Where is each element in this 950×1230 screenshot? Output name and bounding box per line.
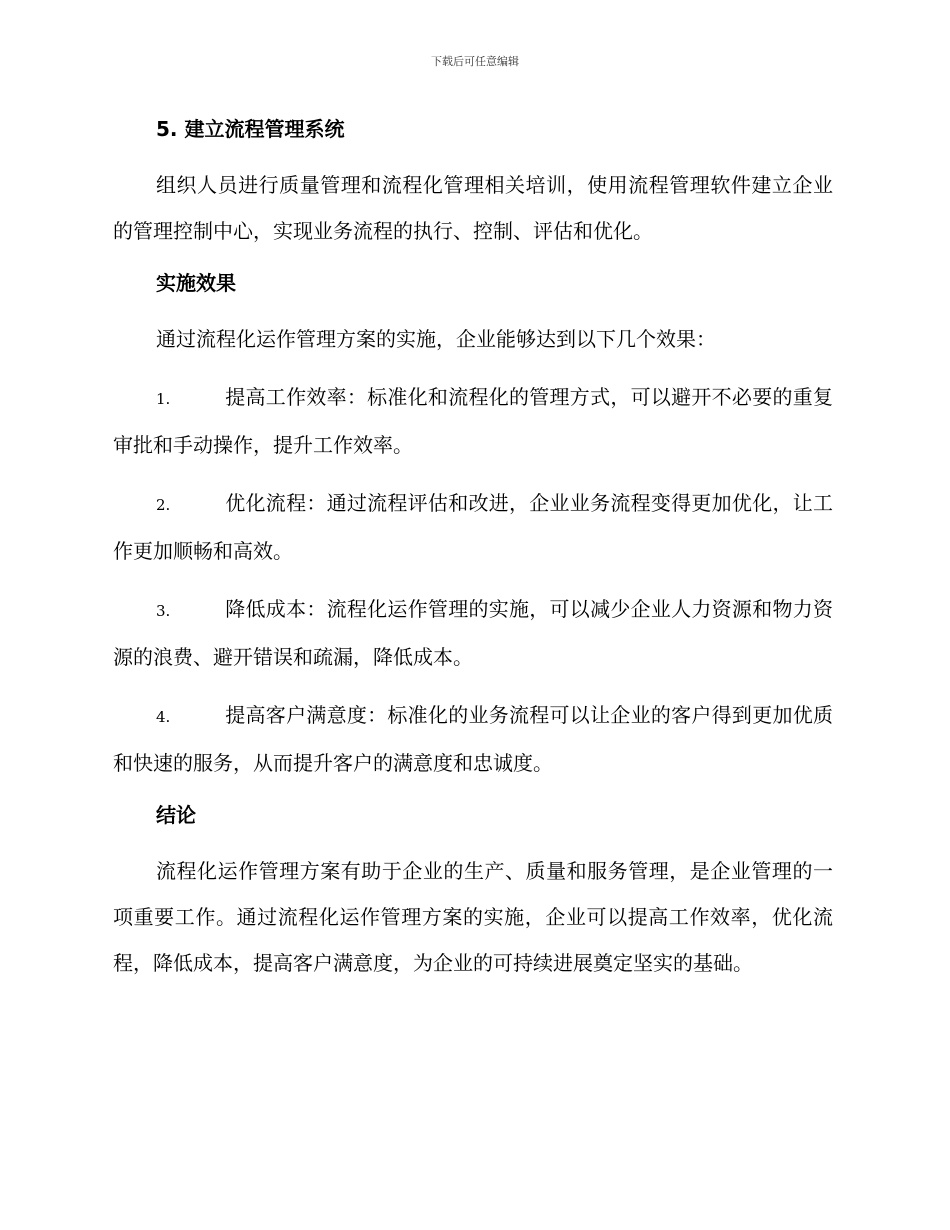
- paragraph-process-system: 组织人员进行质量管理和流程化管理相关培训，使用流程管理软件建立企业的管理控制中心，实现业务流程的执行、控制、评估和优化。: [113, 173, 833, 243]
- list-number: 4.: [156, 708, 171, 726]
- list-item-cost: [113, 586, 833, 680]
- section-heading-conclusion: 结论: [156, 803, 196, 827]
- list-item-efficiency: [113, 374, 833, 468]
- list-number: 1.: [156, 390, 171, 408]
- list-item-optimize: [113, 480, 833, 574]
- list-item-text: 优化流程：通过流程评估和改进，企业业务流程变得更加优化，让工作更加顺畅和高效。: [113, 491, 833, 563]
- document-body: [113, 112, 833, 998]
- section-heading-process-system: 5. 建立流程管理系统: [156, 117, 345, 141]
- paragraph-conclusion: 流程化运作管理方案有助于企业的生产、质量和服务管理，是企业管理的一项重要工作。通过流程化运作管理方案的实施，企业可以提高工作效率，优化流程，降低成本，提高客户满意度，为企业的可持续进展奠定坚实的基础。: [113, 859, 833, 975]
- list-number: 2.: [156, 496, 171, 514]
- list-item-text: 降低成本：流程化运作管理的实施，可以减少企业人力资源和物力资源的浪费、避开错误和疏漏，降低成本。: [113, 597, 833, 669]
- list-item-text: 提高工作效率：标准化和流程化的管理方式，可以避开不必要的重复审批和手动操作，提升工作效率。: [113, 385, 833, 457]
- list-number: 3.: [156, 602, 171, 620]
- section-heading-effects: 实施效果: [156, 271, 236, 295]
- list-item-satisfaction: [113, 692, 833, 786]
- paragraph-effects-intro: 通过流程化运作管理方案的实施，企业能够达到以下几个效果：: [156, 327, 716, 351]
- page-header: 下载后可任意编辑: [431, 55, 519, 68]
- list-item-text: 提高客户满意度：标准化的业务流程可以让企业的客户得到更加优质和快速的服务，从而提升客户的满意度和忠诚度。: [113, 703, 833, 775]
